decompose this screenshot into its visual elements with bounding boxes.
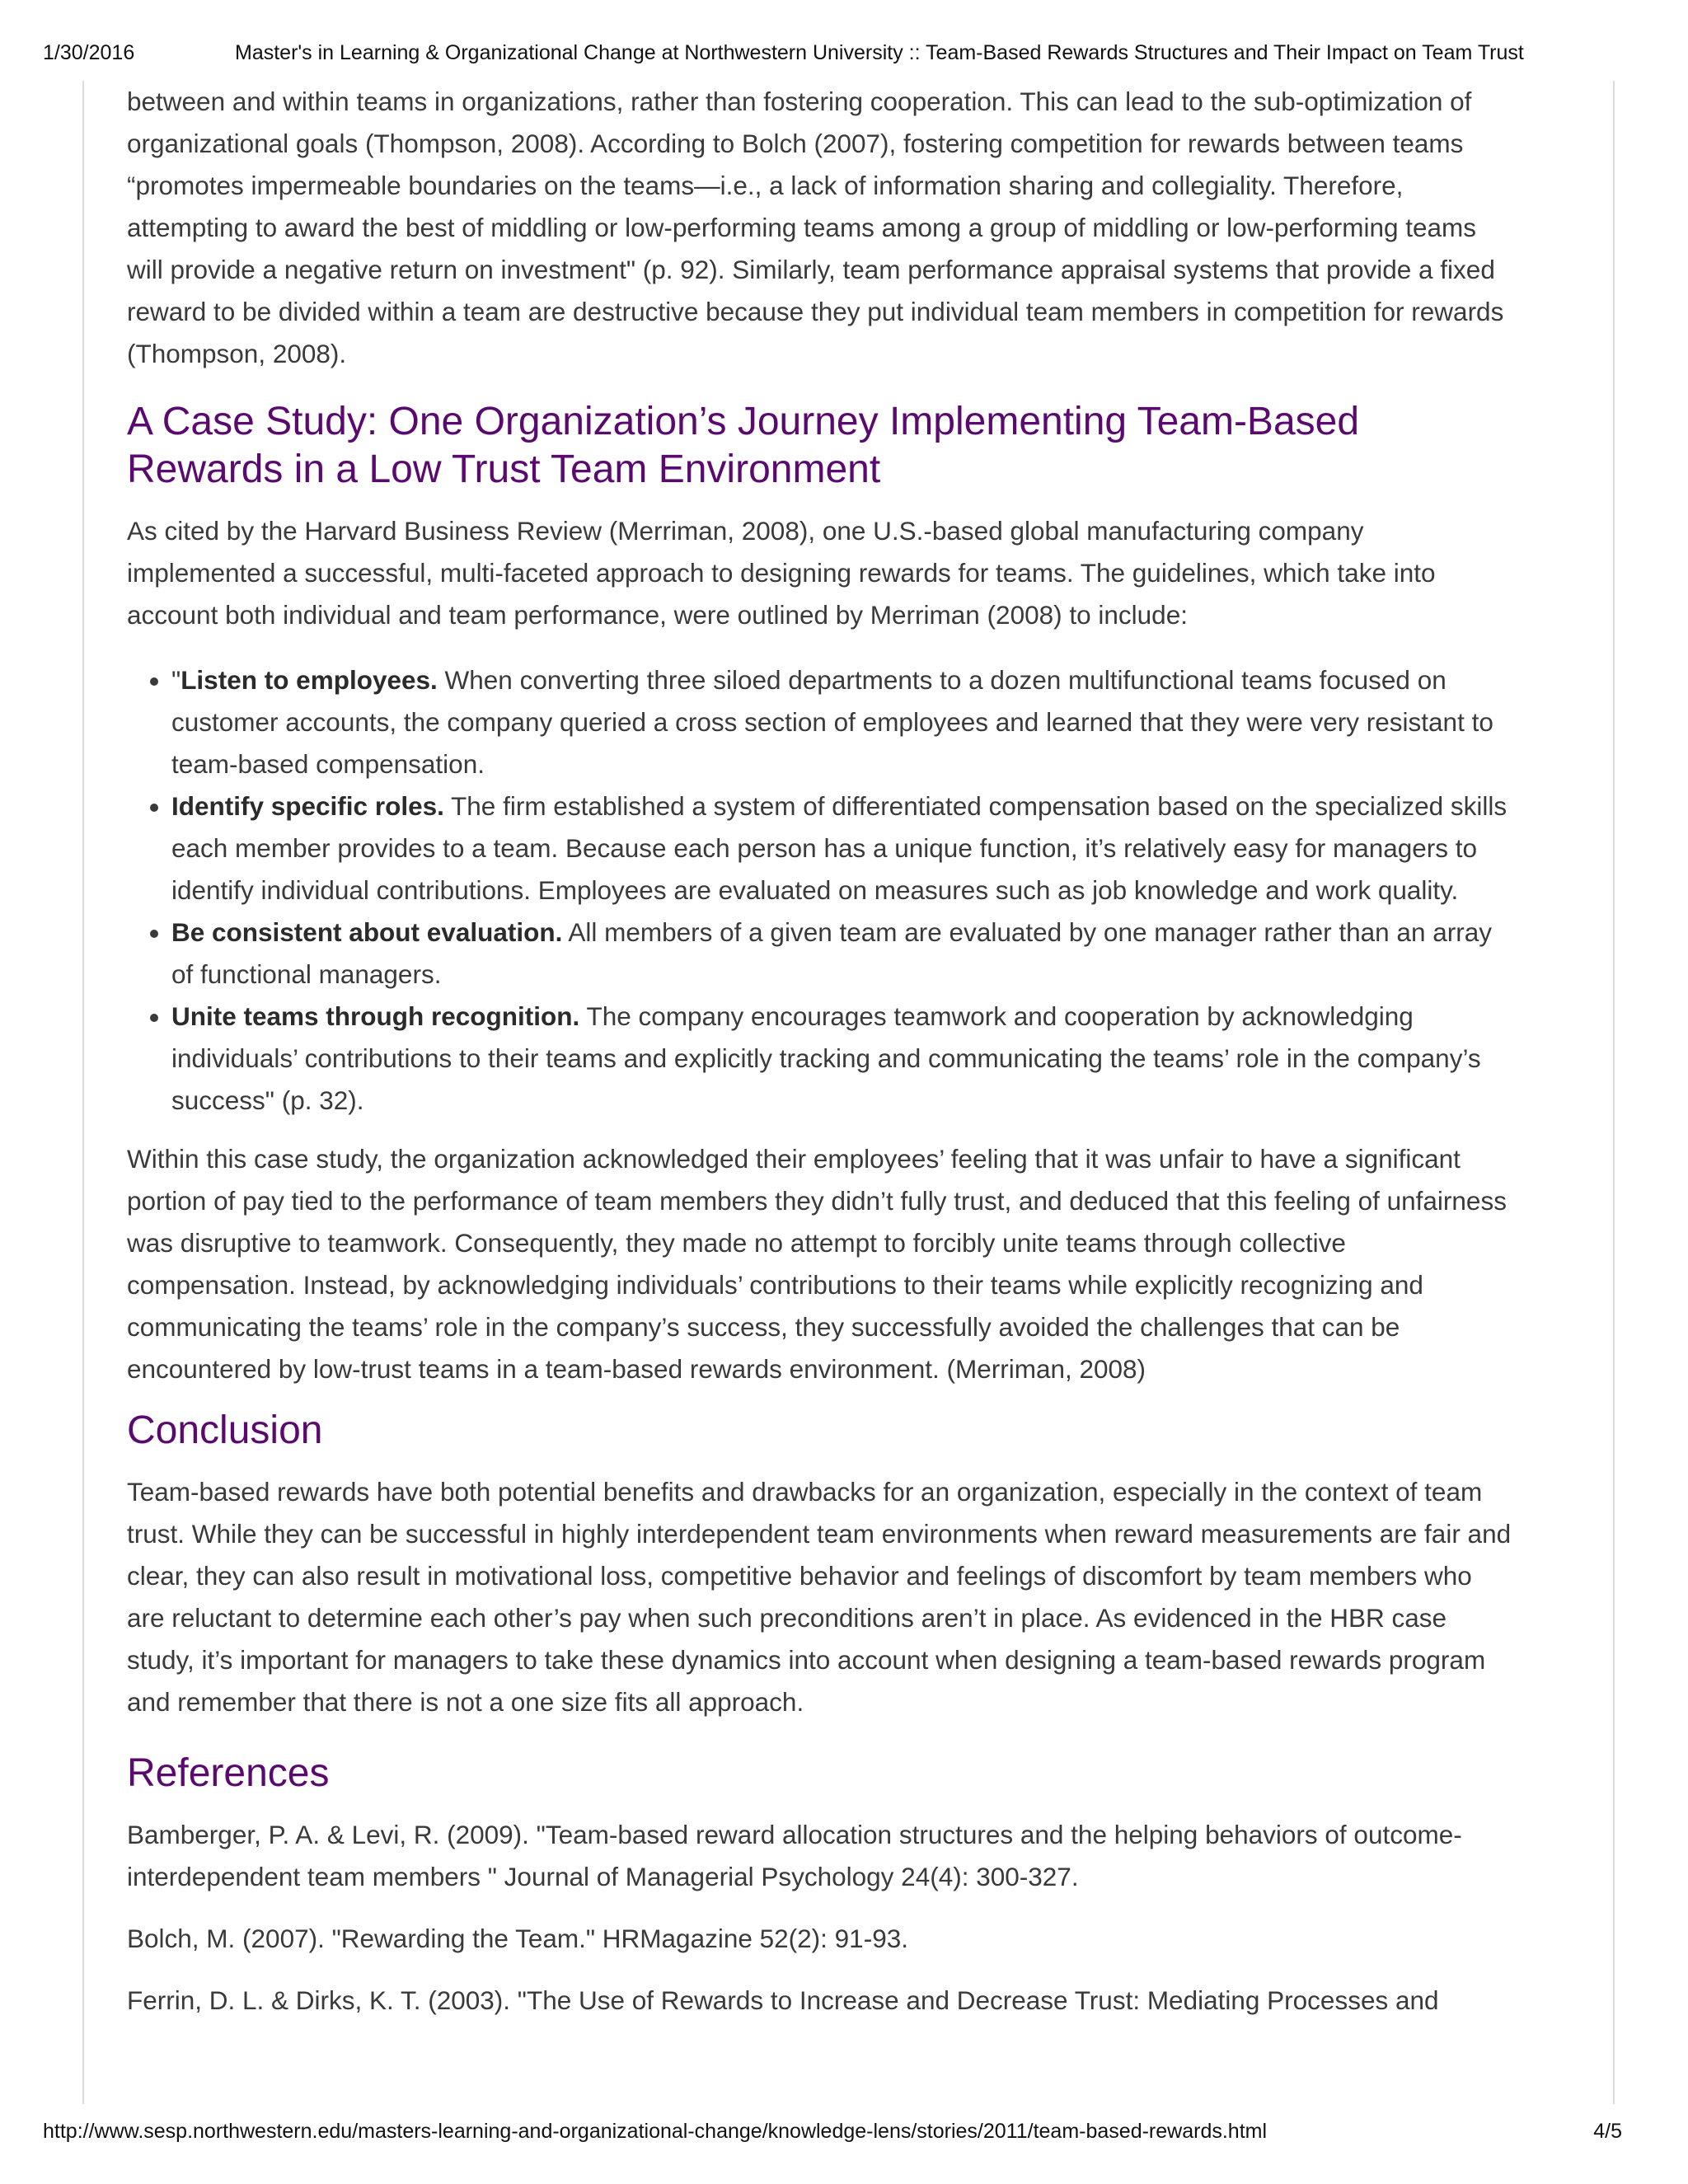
list-item-prefix: " — [171, 665, 181, 695]
left-margin-rule — [82, 81, 84, 2104]
list-item-bold: Unite teams through recognition. — [171, 1001, 580, 1031]
intro-paragraph: between and within teams in organizations, rather than fostering cooperation. This can lead to the sub-optimization of organizational goals (Thompson, 2008). According to Bolch (2007), fostering competition for rewards between teams “promotes impermeable boundaries on the teams—i.e., a lack of information sharing and collegiality. Therefore, attempting to award the best of middling or low-performing teams among a group of middling or low-performing teams will provide a negative return on investment" (p. 92). Similarly, team performance appraisal systems that provide a fixed reward to be divided within a team are destructive because they put individual team members in competition for rewards (Thompson, 2008). — [127, 87, 1504, 368]
list-item — [171, 912, 1512, 996]
list-item-bold: Listen to employees. — [181, 665, 438, 695]
list-item-text: The company encourages teamwork and cooperation by acknowledging individuals’ contributions to their teams and explicitly tracking and communicating the teams’ role in the company’s success" (p. 32). — [171, 1001, 1481, 1115]
guidelines-list — [127, 659, 1512, 1122]
list-item — [171, 996, 1512, 1122]
article-body — [127, 81, 1512, 2041]
references-heading: References — [127, 1751, 330, 1795]
list-item-text: The firm established a system of differentiated compensation based on the specialized skills each member provides to a team. Because each person has a unique function, it’s relatively easy for managers to identify individual contributions. Employees are evaluated on measures such as job knowledge and work quality. — [171, 791, 1507, 905]
list-item-bold: Be consistent about evaluation. — [171, 917, 563, 947]
print-page-url: http://www.sesp.northwestern.edu/masters-learning-and-organizational-change/knowledge-lens/stories/2011/team-based-rewards.html — [43, 2120, 1268, 2143]
list-item — [171, 659, 1512, 785]
right-margin-rule — [1613, 81, 1615, 2104]
print-date: 1/30/2016 — [43, 41, 135, 64]
case-study-closing-paragraph: Within this case study, the organization acknowledged their employees’ feeling that it was unfair to have a significant portion of pay tied to the performance of team members they didn’t fully trust, and deduced that this feeling of unfairness was disruptive to teamwork. Consequently, they made no attempt to forcibly unite teams through collective compensation. Instead, by acknowledging individuals’ contributions to their teams while explicitly recognizing and communicating the teams’ role in the company’s success, they successfully avoided the challenges that can be encountered by low-trust teams in a team-based rewards environment. (Merriman, 2008) — [127, 1144, 1507, 1384]
list-item-bold: Identify specific roles. — [171, 791, 444, 821]
case-study-paragraph: As cited by the Harvard Business Review (Merriman, 2008), one U.S.-based global manufacturing company implemented a successful, multi-faceted approach to designing rewards for teams. The guidelines, which take into account both individual and team performance, were outlined by Merriman (2008) to include: — [127, 516, 1436, 630]
case-study-heading: A Case Study: One Organization’s Journey Implementing Team-Based Rewards in a Low Trust Team Environment — [127, 400, 1360, 491]
list-item — [171, 785, 1512, 912]
reference-item: Ferrin, D. L. & Dirks, K. T. (2003). "The Use of Rewards to Increase and Decrease Trust: Mediating Processes and — [127, 1985, 1439, 2015]
conclusion-paragraph: Team-based rewards have both potential benefits and drawbacks for an organization, especially in the context of team trust. While they can be successful in highly interdependent team environments when reward measurements are fair and clear, they can also result in motivational loss, competitive behavior and feelings of discomfort by team members who are reluctant to determine each other’s pay when such preconditions aren’t in place. As evidenced in the HBR case study, it’s important for managers to take these dynamics into account when designing a team-based rewards program and remember that there is not a one size fits all approach. — [127, 1477, 1512, 1717]
reference-item: Bolch, M. (2007). "Rewarding the Team." HRMagazine 52(2): 91-93. — [127, 1924, 908, 1953]
list-item-text: When converting three siloed departments to a dozen multifunctional teams focused on customer accounts, the company queried a cross section of employees and learned that they were very resistant to team-based compensation. — [171, 665, 1493, 779]
reference-item: Bamberger, P. A. & Levi, R. (2009). "Team-based reward allocation structures and the helping behaviors of outcome-interdependent team members " Journal of Managerial Psychology 24(4): 300-327. — [127, 1820, 1462, 1891]
conclusion-heading: Conclusion — [127, 1408, 323, 1452]
page-number: 4/5 — [1593, 2120, 1622, 2143]
list-item-text: All members of a given team are evaluated by one manager rather than an array of functional managers. — [171, 917, 1492, 989]
print-page-title: Master's in Learning & Organizational Change at Northwestern University :: Team-Based Rewards Structures and Their Impact on Team Trust — [235, 41, 1524, 64]
